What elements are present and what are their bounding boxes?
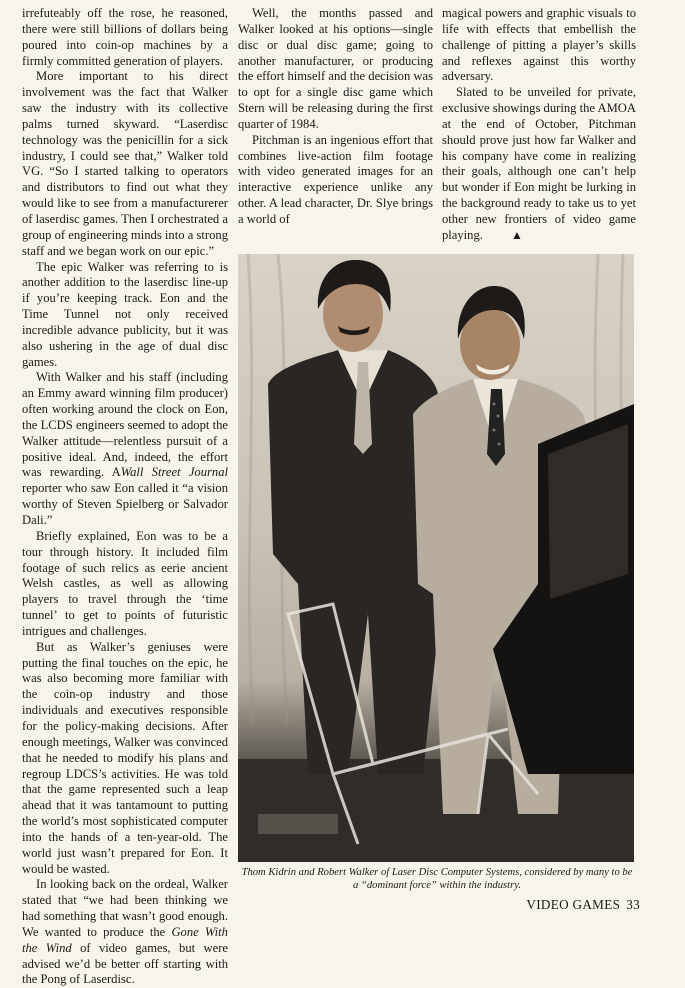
paragraph: But as Walker’s geniuses were putting the final touches on the epic, he was also becoming more familiar with the coin-op industry and those individuals and executives responsible for the policy-making decisions. After enough meetings, Walker was convinced that he needed to modify his plans and regroup LDCS’s activities. He was told that the game represented such a leap ahead that it was tantamount to putting the world’s most sophisticated computer into the hands of a ten-year-old. The world just wasn’t prepared for Eon. It would be wasted. xyxy=(22,639,228,876)
paragraph-text: A xyxy=(111,465,121,480)
publication-name: Wall Street Journal xyxy=(120,465,228,480)
paragraph-text: of video games, but were advised we’d be better off starting with the Pong of Laserdisc. xyxy=(22,940,228,987)
article-column-2 xyxy=(238,6,433,228)
article-photo xyxy=(238,254,634,862)
paragraph-text: reporter who saw Eon called it “a vision worthy of Steven Spielberg or Salvador Dali.” xyxy=(22,481,228,527)
paragraph xyxy=(442,85,636,243)
paragraph: irrefuteably off the rose, he reasoned, there were still billions of dollars being poured into coin-op machines by a firmly committed generation of players. xyxy=(22,6,228,68)
paragraph: magical powers and graphic visuals to life with effects that embellish the challenge of pitting a player’s skills and reflexes against this worthy adversary. xyxy=(442,6,636,84)
photo-caption: Thom Kidrin and Robert Walker of Laser Disc Computer Systems, considered by many to be a “dominant force” within the industry. xyxy=(241,867,633,891)
paragraph-text: In looking back on the ordeal, Walker stated that “we had been thinking we had something that wasn’t good enough. We wanted to produce the xyxy=(22,877,228,939)
end-of-article-mark: ▲ xyxy=(510,227,523,242)
paragraph: Well, the months passed and Walker looked at his options—single disc or dual disc game; going to another manufacturer, or producing the effort himself and the decision was to opt for a single disc game which Stern will be releasing during the first quarter of 1984. xyxy=(238,6,433,131)
article-column-1 xyxy=(22,6,228,988)
film-title: Gone With the Wind xyxy=(22,924,228,955)
paragraph: Pitchman is an ingenious effort that combines live-action film footage with video generated images for an interactive experience unlike any other. A lead character, Dr. Slye brings a world of xyxy=(238,132,433,226)
paragraph: Briefly explained, Eon was to be a tour through history. It included film footage of such relics as eerie ancient Welsh castles, as well as allowing players to travel through the ‘time tunnel’ to get to points of futuristic intrigues and challenges. xyxy=(22,528,228,638)
photo-illustration xyxy=(238,254,634,862)
paragraph-text: With Walker and his staff (including an Emmy award winning film producer) often working around the clock on Eon, the LCDS engineers seemed to adopt the Walker attitude—relentless pursuit of a positive ideal. And, indeed, the effort was rewarding. xyxy=(22,370,228,480)
paragraph: More important to his direct involvement was the fact that Walker saw the industry with its collective palms turned skyward. “Laserdisc technology was the penicillin for a sick industry, I could see that,” Walker told VG. “So I started talking to operators and distributors to find out what they would like to see from a manufacturerer of laserdisc games. Then I orchestrated a group of engineering minds into a strong staff and we began work on our epic.” xyxy=(22,69,228,258)
paragraph-text: Slated to be unveiled for private, exclusive showings during the AMOA at the end of October, Pitchman should prove just how far Walker and his company have come in realizing their goals, although one can’t help but wonder if Eon might be lurking in the background ready to take us to yet other new frontiers of video game playing. xyxy=(442,85,636,242)
paragraph: The epic Walker was referring to is another addition to the laserdisc line-up if you’re keeping track. Eon and the Time Tunnel not only received incredible advance publicity, but it was also ushering in the age of dual disc games. xyxy=(22,259,228,369)
article-column-3 xyxy=(442,6,636,244)
paragraph xyxy=(22,370,228,528)
page-number: 33 xyxy=(626,897,640,912)
page-footer xyxy=(520,897,640,913)
magazine-name: VIDEO GAMES xyxy=(526,897,621,912)
paragraph xyxy=(22,877,228,988)
